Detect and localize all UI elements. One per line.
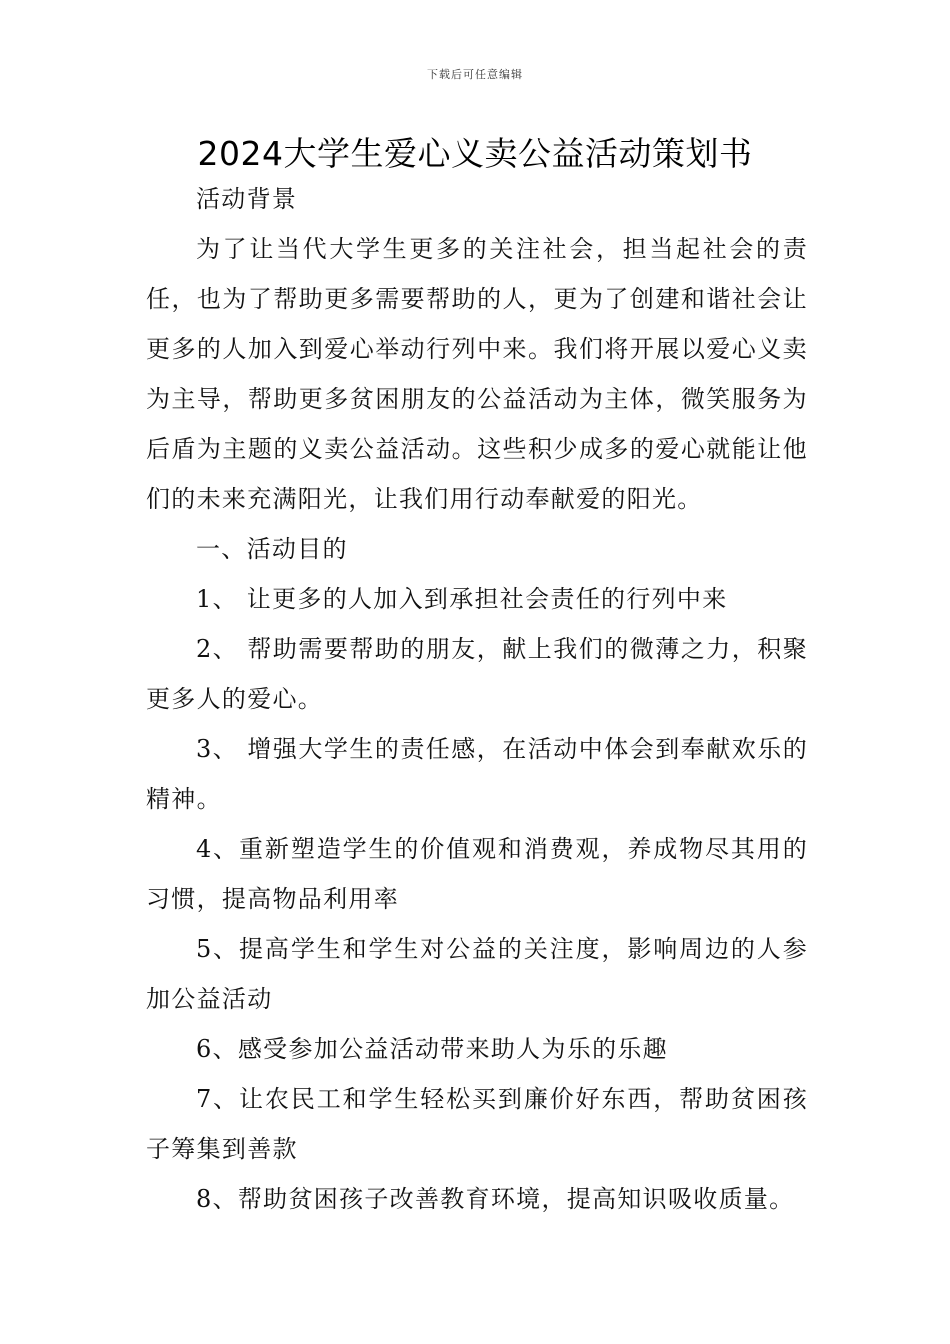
purpose-item-4: 4、重新塑造学生的价值观和消费观，养成物尽其用的习惯，提高物品利用率: [146, 835, 808, 913]
purpose-item-1: 1、 让更多的人加入到承担社会责任的行列中来: [196, 585, 728, 613]
purpose-heading: 一、活动目的: [196, 535, 348, 563]
purpose-item-2: 2、 帮助需要帮助的朋友，献上我们的微薄之力，积聚更多人的爱心。: [146, 635, 808, 713]
purpose-item-3: 3、 增强大学生的责任感，在活动中体会到奉献欢乐的精神。: [146, 735, 808, 813]
document-title: 2024大学生爱心义卖公益活动策划书: [197, 134, 753, 173]
purpose-item-8: 8、帮助贫困孩子改善教育环境，提高知识吸收质量。: [196, 1185, 795, 1213]
background-heading: 活动背景: [196, 185, 298, 213]
background-paragraph: 为了让当代大学生更多的关注社会，担当起社会的责任，也为了帮助更多需要帮助的人，更为了创建和谐社会让更多的人加入到爱心举动行列中来。我们将开展以爱心义卖为主导，帮助更多贫困朋友的公益活动为主体，微笑服务为后盾为主题的义卖公益活动。这些积少成多的爱心就能让他们的未来充满阳光，让我们用行动奉献爱的阳光。: [146, 235, 808, 513]
purpose-item-6: 6、感受参加公益活动带来助人为乐的乐趣: [196, 1035, 668, 1063]
document-body: [146, 174, 808, 1224]
purpose-item-5: 5、提高学生和学生对公益的关注度，影响周边的人参加公益活动: [146, 935, 808, 1013]
purpose-item-7: 7、让农民工和学生轻松买到廉价好东西，帮助贫困孩子筹集到善款: [146, 1085, 808, 1163]
header-note: 下载后可任意编辑: [427, 68, 523, 81]
